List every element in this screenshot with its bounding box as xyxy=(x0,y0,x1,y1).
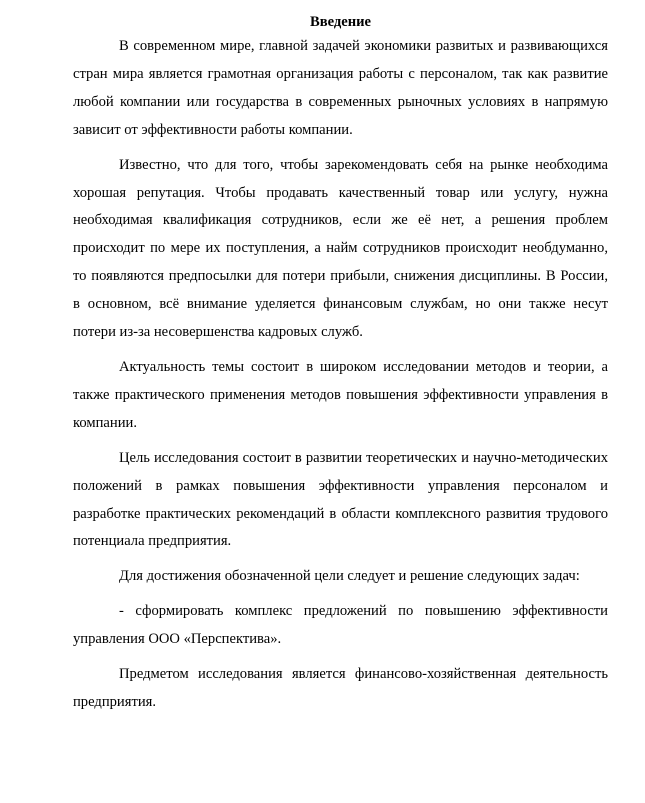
paragraph-intro: В современном мире, главной задачей экономики развитых и развивающихся стран мира является грамотная организация работы с персоналом, так как развитие любой компании или государства в современных рыночных условиях в напрямую зависит от эффективности работы компании. xyxy=(73,38,608,138)
paragraph-tasks: Для достижения обозначенной цели следует и решение следующих задач: xyxy=(119,568,580,585)
paragraph-task-item: - сформировать комплекс предложений по повышению эффективности управления ООО «Перспектива». xyxy=(73,603,608,648)
paragraph-goal: Цель исследования состоит в развитии теоретических и научно-методических положений в рамках повышения эффективности управления персоналом и разработке практических рекомендаций в области комплексного развития трудового потенциала предприятия. xyxy=(73,449,608,550)
document-page xyxy=(73,12,608,717)
paragraph-reputation: Известно, что для того, чтобы зарекомендовать себя на рынке необходима хорошая репутация. Чтобы продавать качественный товар или услугу, нужна необходимая квалификация сотрудников, если же её нет, а решения проблем происходит по мере их поступления, а найм сотрудников происходит необдуманно, то появляются предпосылки для потери прибыли, снижения дисциплины. В России, в основном, всё внимание уделяется финансовым службам, но они также несут потери из-за несовершенства кадровых служб. xyxy=(73,156,608,341)
page-title: Введение xyxy=(309,14,372,30)
paragraph-subject: Предметом исследования является финансово-хозяйственная деятельность предприятия. xyxy=(73,666,608,710)
paragraph-relevance: Актуальность темы состоит в широком исследовании методов и теории, а также практического применения методов повышения эффективности управления в компании. xyxy=(73,358,608,431)
